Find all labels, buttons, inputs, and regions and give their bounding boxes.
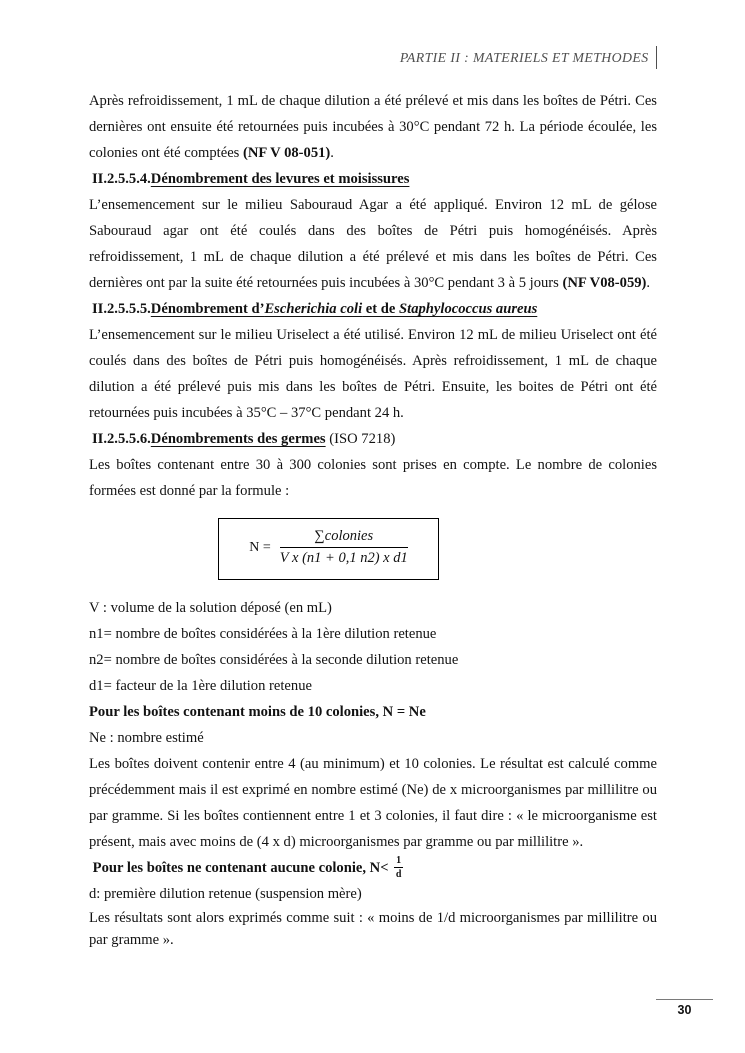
text-segment: . bbox=[330, 145, 334, 161]
text-segment: n1= nombre de boîtes considérées à la 1ère dilution retenue bbox=[89, 626, 437, 642]
text-segment: L’ensemencement sur le milieu Uriselect a été utilisé. Environ 12 mL de milieu Uriselect ont été coulés dans des boîtes de Pétri puis homogénéisés. Après refroidissement, 1 mL de chaque dilution a été prélevé puis mis dans les boîtes de Pétri. Ensuite, les boites de Pétri ont été retournées puis incubées à 35°C – 37°C pendant 24 h. bbox=[89, 327, 657, 421]
def-n1 bbox=[89, 621, 657, 647]
page-header bbox=[89, 46, 657, 69]
text-segment: 059) bbox=[619, 275, 647, 291]
text-segment: Les boîtes contenant entre 30 à 300 colonies sont prises en compte. Le nombre de colonies formées est donné par la formule : bbox=[89, 457, 657, 499]
text-segment: Dénombrement d’ bbox=[150, 301, 265, 317]
inline-fraction-denominator: d bbox=[395, 868, 402, 880]
para-cooling-counting bbox=[89, 88, 657, 166]
heading-ecoli-saureus bbox=[89, 296, 657, 322]
text-segment: II.2.5.5.6. bbox=[92, 431, 151, 447]
para-estimated-number bbox=[89, 751, 657, 855]
formula-denominator: V x (n1 + 0,1 n2) x d1 bbox=[279, 550, 408, 566]
def-ne bbox=[89, 725, 657, 751]
text-segment: Les résultats sont alors exprimés comme suit : « moins de 1/d microorganismes par millilitre ou par gramme ». bbox=[89, 910, 657, 949]
text-segment: Staphylococcus aureus bbox=[399, 301, 538, 317]
para-uriselect bbox=[89, 322, 657, 426]
inline-fraction-numerator: 1 bbox=[396, 855, 402, 867]
heading-germes bbox=[89, 426, 657, 452]
def-d1 bbox=[89, 673, 657, 699]
header-divider-bar bbox=[656, 46, 658, 69]
def-d bbox=[89, 881, 657, 907]
text-segment: d: première dilution retenue (suspension mère) bbox=[89, 886, 362, 903]
document-content bbox=[89, 88, 657, 951]
def-v bbox=[89, 595, 657, 621]
formula-lhs: N = bbox=[249, 539, 271, 555]
text-segment: Pour les boîtes contenant moins de 10 colonies, N = Ne bbox=[89, 704, 426, 720]
text-segment: II.2.5.5.4. bbox=[92, 171, 151, 187]
text-segment: Escherichia coli bbox=[264, 301, 363, 317]
text-segment: L’ensemencement sur le milieu Sabouraud Agar a été appliqué. Environ 12 mL de gélose Sabouraud agar ont été coulés dans des boîtes de Pétri puis homogénéisés. Après refroidissement, 1 mL de chaque dilution a été prélevé et mis dans les boîtes de Pétri. Ces dernières ont par la suite été retournées puis incubées à 30°C pendant 3 à 5 jours bbox=[89, 197, 657, 291]
rule-no-colony bbox=[89, 855, 657, 881]
text-segment: Les boîtes doivent contenir entre 4 (au minimum) et 10 colonies. Le résultat est calculé comme précédemment mais il est exprimé en nombre estimé (Ne) de x microorganismes par millilitre ou par gramme. Si les boîtes contiennent entre 1 et 3 colonies, il faut dire : « le microorganisme est présent, mais avec moins de (4 x d) microorganismes par gramme ou par millilitre ». bbox=[89, 756, 657, 850]
def-n2 bbox=[89, 647, 657, 673]
text-segment: Pour les boîtes ne contenant aucune colonie, N< bbox=[89, 860, 393, 876]
page-footer bbox=[656, 999, 713, 1017]
text-segment: d1= facteur de la 1ère dilution retenue bbox=[89, 678, 312, 694]
text-segment: Après refroidissement, 1 mL de chaque dilution a été prélevé et mis dans les boîtes de Pétri. Ces dernières ont ensuite été retournées puis incubées à 30°C pendant 72 h. La période écoulée, les colonies ont été comptées bbox=[89, 93, 657, 161]
text-segment: n2= nombre de boîtes considérées à la seconde dilution retenue bbox=[89, 652, 459, 668]
text-segment: et de bbox=[362, 301, 400, 317]
para-sabouraud bbox=[89, 192, 657, 296]
para-results-expression bbox=[89, 907, 657, 951]
text-segment: (NF V08- bbox=[562, 275, 620, 291]
text-segment: (ISO 7218) bbox=[325, 431, 396, 447]
text-segment: Dénombrements des germes bbox=[150, 431, 326, 447]
text-segment: . bbox=[646, 275, 651, 291]
formula-numerator: ∑colonies bbox=[280, 528, 408, 548]
text-segment: Dénombrement des levures et moisissures bbox=[150, 171, 410, 187]
text-segment: II.2.5.5.5. bbox=[92, 301, 151, 317]
text-segment: V : volume de la solution déposé (en mL) bbox=[89, 600, 332, 616]
page-number: 30 bbox=[677, 1003, 692, 1017]
formula-fraction bbox=[280, 528, 408, 567]
text-segment: Ne : nombre estimé bbox=[89, 730, 204, 746]
para-30-300-colonies bbox=[89, 452, 657, 504]
heading-levures-moisissures bbox=[89, 166, 657, 192]
inline-fraction bbox=[394, 855, 403, 880]
text-segment: (NF V 08-051) bbox=[243, 145, 331, 161]
rule-less-than-10 bbox=[89, 699, 657, 725]
formula-n bbox=[218, 518, 439, 580]
header-title: PARTIE II : MATERIELS ET METHODES bbox=[399, 49, 649, 65]
